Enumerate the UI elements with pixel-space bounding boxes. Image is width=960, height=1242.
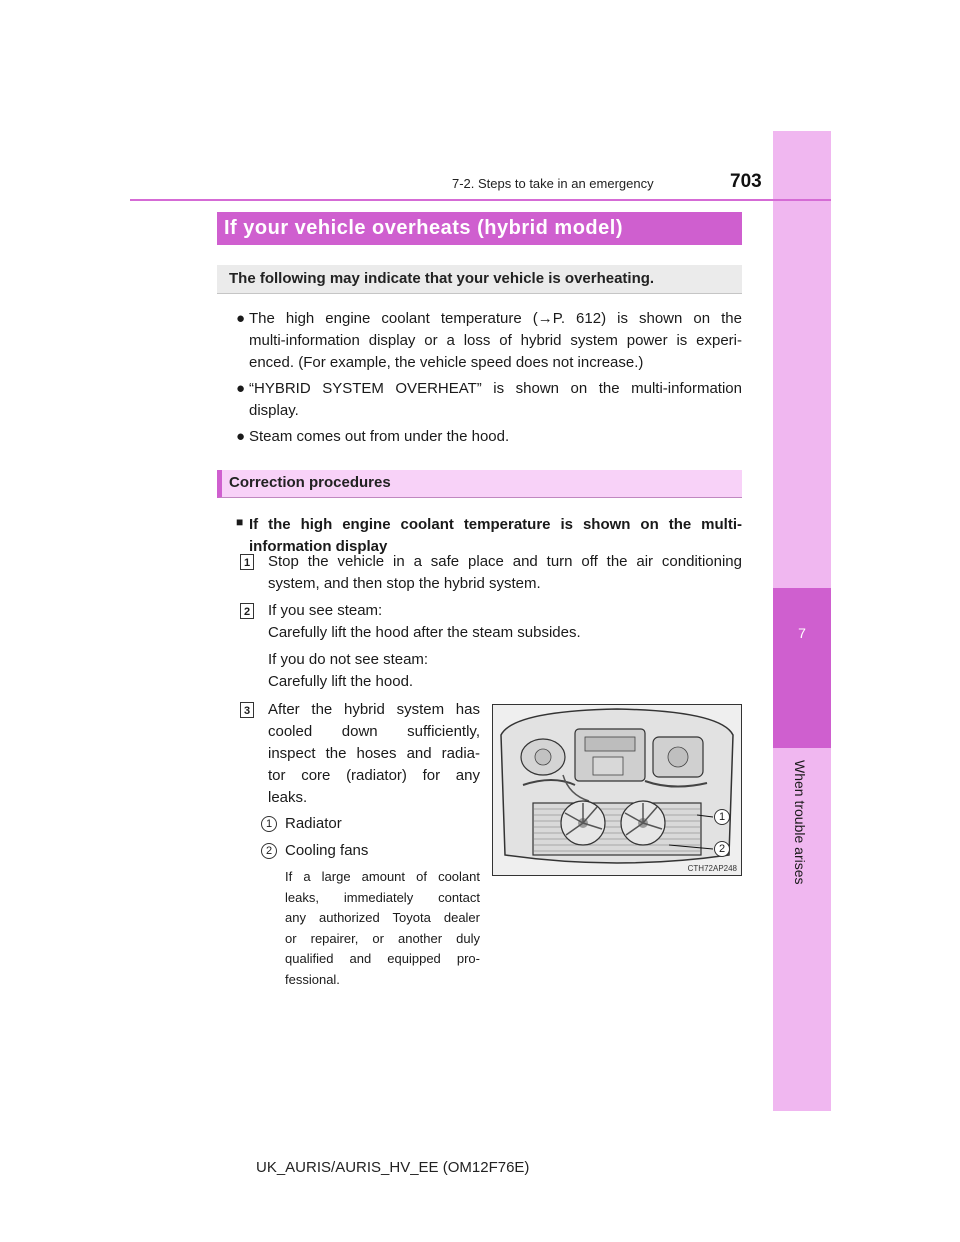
step-2: [268, 600, 742, 693]
list-item: [236, 426, 742, 448]
bullet-text: Steam comes out from under the hood.: [249, 428, 510, 445]
coolant-note: [285, 867, 480, 990]
page-title: If your vehicle overheats (hybrid model): [217, 212, 742, 245]
bullet-text: “HYBRID SYSTEM OVERHEAT” is shown on the multi-information: [249, 380, 742, 397]
header-rule: [130, 199, 831, 201]
step-number: 1: [240, 554, 254, 570]
part-label-radiator: Radiator: [285, 815, 342, 832]
step-text: tor core (radiator) for any: [268, 767, 480, 784]
engine-bay-figure: [492, 704, 742, 876]
procedures-heading: Correction procedures: [217, 470, 742, 498]
step-text: If you do not see steam:: [268, 651, 429, 668]
part-number: 2: [261, 843, 277, 859]
step-text: Carefully lift the hood after the steam subsides.: [268, 624, 581, 641]
bullet-list: [236, 308, 742, 448]
triangle-icon: ■: [236, 515, 244, 529]
figure-callout: 1: [714, 809, 730, 825]
bullet-text: multi-information display or a loss of hybrid system power is experi-: [249, 332, 742, 349]
step-text: After the hybrid system has: [268, 701, 480, 718]
page-number: 703: [730, 171, 762, 192]
step-number: 3: [240, 702, 254, 718]
chapter-tab: [773, 588, 831, 748]
bullet-icon: ●: [236, 310, 246, 327]
part-number: 1: [261, 816, 277, 832]
list-item: [236, 308, 742, 374]
step-number: 2: [240, 603, 254, 619]
note-text: qualified and equipped pro-: [285, 951, 480, 966]
step-text: Stop the vehicle in a safe place and turn off the air conditioning: [268, 553, 742, 570]
bullet-text: The high engine coolant temperature (→P. 612) is shown on the: [249, 310, 742, 327]
step-text: system, and then stop the hybrid system.: [268, 575, 541, 592]
indicators-heading: The following may indicate that your vehicle is overheating.: [217, 265, 742, 294]
note-text: any authorized Toyota dealer: [285, 910, 480, 925]
part-label-cooling-fans: Cooling fans: [285, 842, 369, 859]
bullet-text: enced. (For example, the vehicle speed does not increase.): [249, 354, 644, 371]
step-text: leaks.: [268, 789, 308, 806]
figure-callout: 2: [714, 841, 730, 857]
step-text: inspect the hoses and radia-: [268, 745, 480, 762]
step-1: [268, 551, 742, 595]
case-text: information display: [249, 538, 388, 555]
figure-code: CTH72AP248: [687, 864, 737, 873]
step-text: If you see steam:: [268, 602, 383, 619]
engine-bay-illustration: [493, 705, 741, 875]
step-3: [268, 699, 480, 809]
note-text: fessional.: [285, 971, 340, 987]
bullet-text: display.: [249, 402, 299, 419]
bullet-icon: ●: [236, 428, 246, 445]
chapter-label: When trouble arises: [792, 760, 808, 885]
bullet-icon: ●: [236, 380, 246, 397]
step-text: Carefully lift the hood.: [268, 673, 414, 690]
case-text: If the high engine coolant temperature is shown on the multi-: [249, 516, 742, 533]
note-text: If a large amount of coolant: [285, 869, 480, 884]
document-footer: UK_AURIS/AURIS_HV_EE (OM12F76E): [256, 1159, 530, 1176]
section-heading: 7-2. Steps to take in an emergency: [452, 176, 654, 191]
note-text: or repairer, or another duly: [285, 930, 480, 946]
step-text: cooled down sufficiently,: [268, 723, 480, 740]
list-item: [236, 378, 742, 422]
chapter-number: 7: [798, 625, 806, 641]
note-text: leaks, immediately contact: [285, 889, 480, 905]
